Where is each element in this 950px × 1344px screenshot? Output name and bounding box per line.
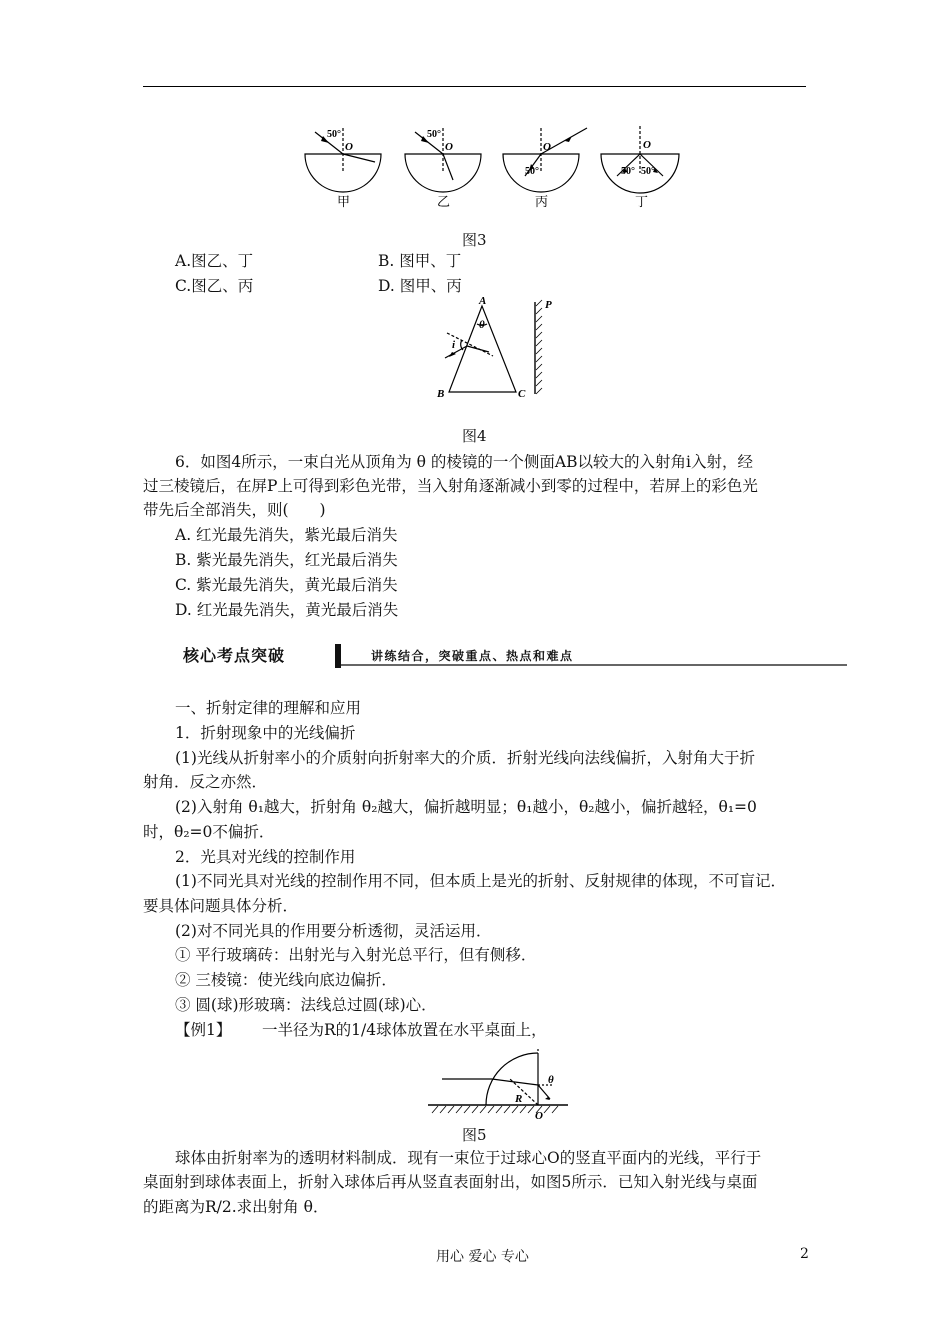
para-1b: 射角．反之亦然． [143,773,268,791]
fig4-label-b: B [437,388,445,400]
fig3-angle-ding-right: 50° [641,166,655,177]
fig3-angle-jia: 50° [327,129,341,140]
fig5-label-theta: θ [548,1074,554,1086]
figure-4-caption: 图4 [462,427,487,445]
fig3-o-jia: O [345,141,353,153]
footer-text: 用心 爱心 专心 [436,1249,529,1265]
option-5b: B. 图甲、丁 [378,252,462,270]
fig3-o-yi: O [445,141,453,153]
fig3-label-ding: 丁 [635,194,649,209]
figure-3-caption: 图3 [462,231,487,249]
para-2b: 时，θ₂=0不偏折． [143,823,275,841]
para-4: (2)对不同光具的作用要分析透彻，灵活运用． [175,922,492,940]
tail-line-1: 球体由折射率为的透明材料制成．现有一束位于过球心O的竖直平面内的光线，平行于 [175,1149,762,1167]
fig3-label-jia: 甲 [337,194,351,209]
para-3b: 要具体问题具体分析． [143,897,299,915]
q6-line-3: 带先后全部消失，则( ) [143,501,326,519]
fig5-label-o: O [535,1110,543,1122]
figure-5 [428,1043,568,1122]
example-tag: 【例1】 [175,1021,232,1039]
fig5-label-r: R [515,1093,523,1105]
circle-item-2: ② 三棱镜：使光线向底边偏折． [175,971,397,989]
q6-option-a: A. 红光最先消失，紫光最后消失 [175,526,398,544]
para-3a: (1)不同光具对光线的控制作用不同，但本质上是光的折射、反射规律的体现，不可盲记． [175,872,786,890]
section-subtitle: 讲练结合，突破重点、热点和难点 [371,649,574,663]
option-5a: A.图乙、丁 [175,252,254,270]
example-text: 一半径为R的1/4球体放置在水平桌面上， [262,1021,547,1039]
para-1a: (1)光线从折射率小的介质射向折射率大的介质．折射光线向法线偏折，入射角大于折 [175,749,755,767]
option-5c: C.图乙、丙 [175,277,254,295]
fig4-label-theta: θ [479,319,485,331]
q6-option-c: C. 紫光最先消失，黄光最后消失 [175,576,398,594]
q6-option-d: D. 红光最先消失，黄光最后消失 [175,601,399,619]
fig4-label-a: A [479,295,487,307]
circle-item-3: ③ 圆(球)形玻璃：法线总过圆(球)心． [175,996,437,1014]
q6-line-1: 6．如图4所示，一束白光从顶角为 θ 的棱镜的一个侧面AB以较大的入射角i入射，经 [175,453,753,471]
tail-line-3: 的距离为R/2.求出射角 θ． [143,1198,329,1216]
fig4-label-c: C [518,388,526,400]
header-rule [143,86,806,87]
fig3-o-ding: O [643,139,651,151]
figure-5-caption: 图5 [462,1126,487,1144]
section-underline [341,664,847,666]
fig3-label-yi: 乙 [437,194,451,209]
tail-line-2: 桌面射到球体表面上，折射入球体后再从竖直表面射出，如图5所示．已知入射光线与桌面 [143,1173,758,1191]
heading-1-1: 1．折射现象中的光线偏折 [175,724,356,742]
figure-4 [425,294,575,406]
fig4-label-p: P [545,299,552,311]
fig4-label-i: i [452,339,456,351]
q6-line-2: 过三棱镜后，在屏P上可得到彩色光带，当入射角逐渐减小到零的过程中，若屏上的彩色光 [143,477,758,495]
section-banner [175,644,847,668]
option-5d: D. 图甲、丙 [378,277,462,295]
heading-1: 一、折射定律的理解和应用 [175,699,362,717]
heading-1-2: 2．光具对光线的控制作用 [175,848,356,866]
figure-3 [295,118,695,216]
fig3-angle-bing: 50° [525,166,539,177]
para-2a: (2)入射角 θ₁越大，折射角 θ₂越大，偏折越明显；θ₁越小，θ₂越小，偏折越轻，θ₁=0 [175,798,757,816]
page-number: 2 [800,1246,809,1262]
section-title: 核心考点突破 [183,646,286,665]
fig3-o-bing: O [543,141,551,153]
fig3-angle-ding-left: 50° [621,166,635,177]
fig3-label-bing: 丙 [535,194,549,209]
q6-option-b: B. 紫光最先消失，红光最后消失 [175,551,398,569]
circle-item-1: ① 平行玻璃砖：出射光与入射光总平行，但有侧移． [175,946,537,964]
fig3-angle-yi: 50° [427,129,441,140]
